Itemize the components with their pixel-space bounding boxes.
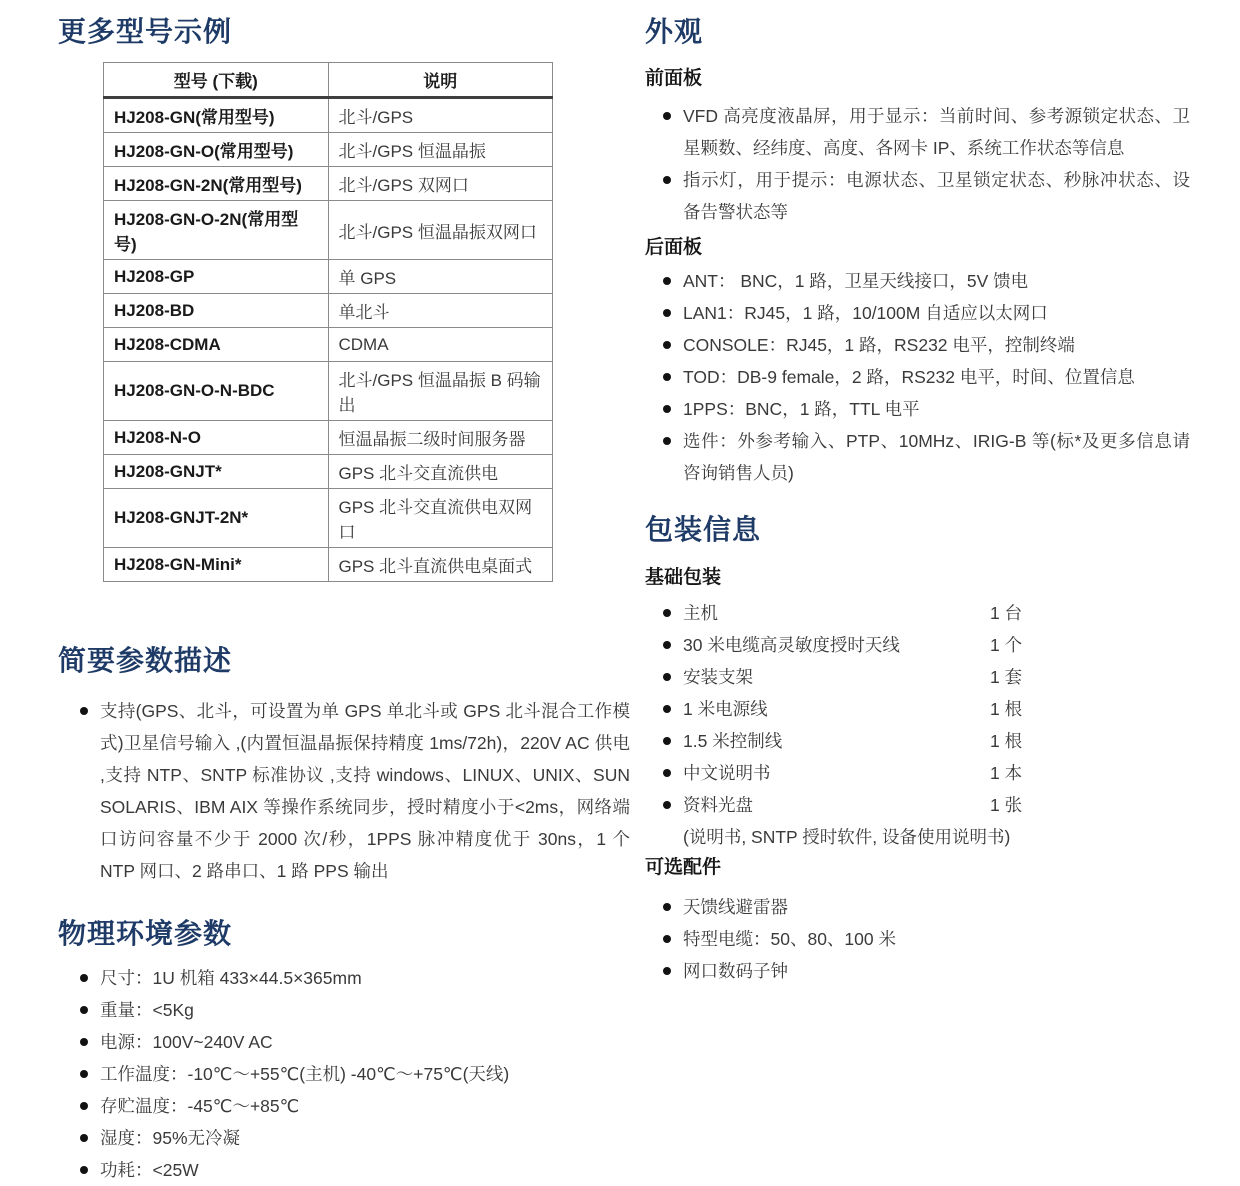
packaging-note: (说明书, SNTP 授时软件, 设备使用说明书) — [683, 827, 1011, 847]
table-row — [104, 489, 553, 548]
section-title-more-models: 更多型号示例 — [58, 16, 233, 47]
list-item — [80, 1026, 630, 1058]
list-item-text: 尺寸：1U 机箱 433×44.5×365mm — [100, 968, 362, 988]
packaging-item — [663, 693, 1190, 725]
model-cell[interactable]: HJ208-N-O — [104, 421, 329, 455]
list-item-text: 选件：外参考输入、PTP、10MHz、IRIG-B 等(标*及更多信息请咨询销售人员) — [683, 431, 1190, 483]
desc-cell: 单北斗 — [328, 294, 553, 328]
bullet-icon — [663, 967, 671, 975]
desc-cell: 北斗/GPS 恒温晶振 B 码输出 — [328, 362, 553, 421]
list-item-text: 天馈线避雷器 — [683, 897, 788, 917]
model-cell[interactable]: HJ208-BD — [104, 294, 329, 328]
desc-cell: 北斗/GPS 恒温晶振双网口 — [328, 201, 553, 260]
bullet-icon — [80, 1070, 88, 1078]
subsection-title-optional-accessories: 可选配件 — [645, 857, 722, 878]
packaging-item-qty: 1 根 — [990, 699, 1023, 719]
bullet-icon — [663, 277, 671, 285]
section-title-brief-params: 简要参数描述 — [58, 645, 233, 676]
models-table — [103, 62, 553, 582]
packaging-item — [663, 661, 1190, 693]
desc-cell: GPS 北斗直流供电桌面式 — [328, 548, 553, 582]
brief-params-text: 支持(GPS、北斗，可设置为单 GPS 单北斗或 GPS 北斗混合工作模式)卫星信号输入 ,(内置恒温晶振保持精度 1ms/72h)，220V AC 供电 ,支持 NTP、SNTP 标准协议 ,支持 windows、LINUX、UNIX、SUN SOLARIS、IBM AIX 等操作系统同步，授时精度小于<2ms，网络端口访问容量不少于 2000 次/秒，1PPS 脉冲精度优于 30ns，1 个 NTP 网口、2 路串口、1 路 PPS 输出 — [100, 701, 630, 881]
table-header-row — [104, 63, 553, 98]
datasheet-page — [58, 15, 1190, 1186]
bullet-icon — [663, 801, 671, 809]
right-column — [645, 15, 1190, 1186]
bullet-icon — [663, 737, 671, 745]
desc-cell: GPS 北斗交直流供电 — [328, 455, 553, 489]
list-item — [663, 955, 1190, 987]
column-header-model: 型号 (下载) — [104, 63, 329, 98]
bullet-icon — [663, 112, 671, 120]
list-item-text: 功耗：<25W — [100, 1160, 199, 1180]
list-item-text: ANT： BNC，1 路，卫星天线接口，5V 馈电 — [683, 271, 1029, 291]
bullet-icon — [80, 1102, 88, 1110]
list-item — [80, 1058, 630, 1090]
packaging-item — [663, 725, 1190, 757]
table-row — [104, 362, 553, 421]
packaging-item-name: 资料光盘 — [683, 795, 753, 815]
bullet-icon — [663, 176, 671, 184]
list-item-text: TOD：DB-9 female，2 路，RS232 电平，时间、位置信息 — [683, 367, 1135, 387]
packaging-item-qty: 1 本 — [990, 763, 1023, 783]
bullet-icon — [80, 974, 88, 982]
base-packaging-list — [645, 597, 1190, 821]
packaging-item-name: 中文说明书 — [683, 763, 771, 783]
packaging-item-name: 安装支架 — [683, 667, 753, 687]
model-cell[interactable]: HJ208-GN-2N(常用型号) — [104, 167, 329, 201]
list-item-text: 湿度：95%无冷凝 — [100, 1128, 241, 1148]
packaging-item — [663, 789, 1190, 821]
list-item — [663, 923, 1190, 955]
bullet-icon — [80, 1006, 88, 1014]
list-item-text: LAN1：RJ45，1 路，10/100M 自适应以太网口 — [683, 303, 1048, 323]
bullet-icon — [663, 609, 671, 617]
physical-env-list — [58, 962, 630, 1186]
bullet-icon — [80, 707, 88, 715]
bullet-icon — [80, 1166, 88, 1174]
bullet-icon — [80, 1134, 88, 1142]
list-item — [663, 329, 1190, 361]
list-item — [663, 393, 1190, 425]
desc-cell: CDMA — [328, 328, 553, 362]
bullet-icon — [663, 641, 671, 649]
bullet-icon — [80, 1038, 88, 1046]
list-item-text: 指示灯，用于提示：电源状态、卫星锁定状态、秒脉冲状态、设备告警状态等 — [683, 170, 1190, 222]
rear-panel-list — [645, 265, 1190, 489]
list-item-text: 存贮温度：-45℃～+85℃ — [100, 1096, 300, 1116]
packaging-item-qty: 1 套 — [990, 667, 1023, 687]
packaging-item-name: 主机 — [683, 603, 718, 623]
left-column — [58, 15, 630, 1186]
table-row — [104, 167, 553, 201]
table-row — [104, 548, 553, 582]
packaging-item — [663, 597, 1190, 629]
model-cell[interactable]: HJ208-GN-O-2N(常用型号) — [104, 201, 329, 260]
list-item-text: CONSOLE：RJ45，1 路，RS232 电平，控制终端 — [683, 335, 1075, 355]
packaging-item-qty: 1 根 — [990, 731, 1023, 751]
bullet-icon — [663, 341, 671, 349]
bullet-icon — [663, 935, 671, 943]
column-header-desc: 说明 — [328, 63, 553, 98]
subsection-title-front-panel: 前面板 — [645, 68, 703, 89]
front-panel-list — [645, 100, 1190, 228]
list-item — [663, 297, 1190, 329]
packaging-item-qty: 1 台 — [990, 603, 1023, 623]
table-row — [104, 421, 553, 455]
packaging-item-qty: 1 个 — [990, 635, 1023, 655]
table-row — [104, 455, 553, 489]
desc-cell: 北斗/GPS 双网口 — [328, 167, 553, 201]
list-item-text: 特型电缆：50、80、100 米 — [683, 929, 896, 949]
packaging-item — [663, 629, 1190, 661]
table-row — [104, 260, 553, 294]
model-cell[interactable]: HJ208-GN-O(常用型号) — [104, 133, 329, 167]
desc-cell: 单 GPS — [328, 260, 553, 294]
bullet-icon — [663, 405, 671, 413]
model-cell[interactable]: HJ208-GN-Mini* — [104, 548, 329, 582]
section-title-packaging: 包装信息 — [645, 514, 762, 545]
packaging-item-name: 1.5 米控制线 — [683, 731, 783, 751]
list-item — [80, 962, 630, 994]
bullet-icon — [663, 903, 671, 911]
model-cell[interactable]: HJ208-GN-O-N-BDC — [104, 362, 329, 421]
packaging-item-name: 1 米电源线 — [683, 699, 768, 719]
table-row — [104, 328, 553, 362]
desc-cell: GPS 北斗交直流供电双网口 — [328, 489, 553, 548]
model-cell[interactable]: HJ208-GNJT-2N* — [104, 489, 329, 548]
list-item-text: 网口数码子钟 — [683, 961, 788, 981]
list-item — [663, 891, 1190, 923]
list-item-text: VFD 高亮度液晶屏，用于显示：当前时间、参考源锁定状态、卫星颗数、经纬度、高度、各网卡 IP、系统工作状态等信息 — [683, 106, 1190, 158]
list-item — [80, 1090, 630, 1122]
table-row — [104, 201, 553, 260]
optional-accessories-list — [645, 891, 1190, 987]
subsection-title-rear-panel: 后面板 — [645, 237, 703, 258]
bullet-icon — [663, 769, 671, 777]
list-item-text: 工作温度：-10℃～+55℃(主机) -40℃～+75℃(天线) — [100, 1064, 510, 1084]
brief-params-bullet — [80, 695, 630, 887]
bullet-icon — [663, 309, 671, 317]
list-item — [663, 425, 1190, 489]
packaging-item — [663, 757, 1190, 789]
list-item — [80, 994, 630, 1026]
list-item — [663, 100, 1190, 164]
model-cell[interactable]: HJ208-GN(常用型号) — [104, 98, 329, 133]
model-cell[interactable]: HJ208-GP — [104, 260, 329, 294]
list-item-text: 电源：100V~240V AC — [100, 1032, 273, 1052]
list-item-text: 1PPS：BNC，1 路，TTL 电平 — [683, 399, 920, 419]
model-cell[interactable]: HJ208-CDMA — [104, 328, 329, 362]
bullet-icon — [663, 705, 671, 713]
model-cell[interactable]: HJ208-GNJT* — [104, 455, 329, 489]
list-item — [663, 265, 1190, 297]
list-item — [663, 361, 1190, 393]
list-item-text: 重量：<5Kg — [100, 1000, 194, 1020]
subsection-title-base-packaging: 基础包装 — [645, 567, 722, 588]
list-item — [80, 1154, 630, 1186]
table-row — [104, 294, 553, 328]
list-item — [80, 1122, 630, 1154]
desc-cell: 北斗/GPS 恒温晶振 — [328, 133, 553, 167]
desc-cell: 北斗/GPS — [328, 98, 553, 133]
desc-cell: 恒温晶振二级时间服务器 — [328, 421, 553, 455]
bullet-icon — [663, 437, 671, 445]
packaging-item-name: 30 米电缆高灵敏度授时天线 — [683, 635, 900, 655]
packaging-item-qty: 1 张 — [990, 795, 1023, 815]
section-title-appearance: 外观 — [645, 16, 704, 47]
section-title-physical-env: 物理环境参数 — [58, 918, 233, 949]
bullet-icon — [663, 373, 671, 381]
list-item — [663, 164, 1190, 228]
bullet-icon — [663, 673, 671, 681]
table-row — [104, 98, 553, 133]
table-row — [104, 133, 553, 167]
